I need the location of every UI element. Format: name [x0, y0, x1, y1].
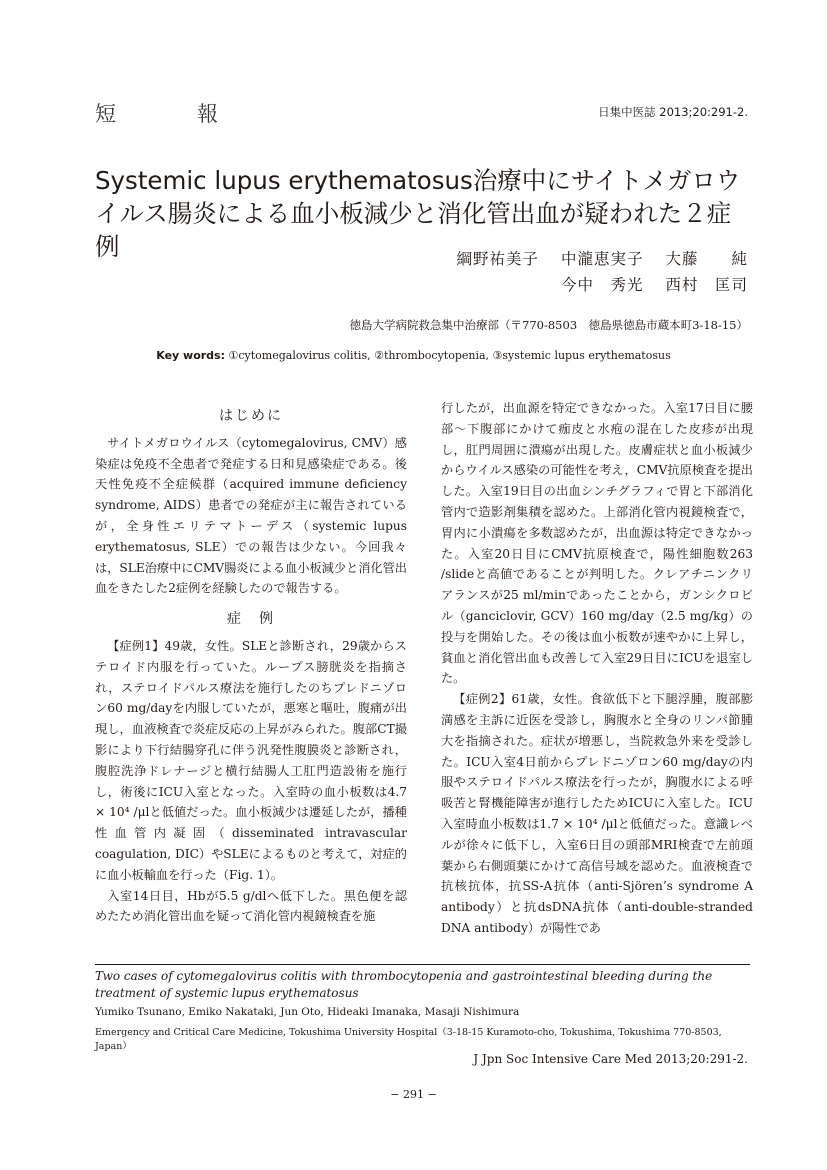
case-heading: 症 例 [227, 611, 275, 628]
body-column-right [441, 398, 753, 939]
author-name: 今中 秀光 [560, 276, 644, 294]
case1-paragraph: 【症例1】49歳，女性。SLEと診断され，29歳からステロイド内服を行っていた。ループス膀胱炎を指摘され，ステロイドパルス療法を施行したのちプレドニゾロン60 mg/dayを内服していたが，悪寒と嘔吐，腹痛が出現し，血液検査で炎症反応の上昇がみられた。腹部CT撮影により下行結腸穿孔に伴う汎発性腹膜炎と診断され，腹腔洗浄ドレナージと横行結腸人工肛門造設術を施行し，術後にICU入室となった。入室時の血小板数は4.7 × 10⁴ /μlと低値だった。血小板減少は遷延したが，播種性血管内凝固（disseminated intravascular coagulation, DIC）やSLEによるものと考えて，対症的に血小板輸血を行った（Fig. 1）。 [95, 638, 407, 882]
english-abstract-header [95, 968, 750, 1052]
intro-paragraph: サイトメガロウイルス（cytomegalovirus, CMV）感染症は免疫不全患者で発症する日和見感染症である。後天性免疫不全症候群（acquired immune deficiency syndrome, AIDS）患者での発症が主に報告されているが，全身性エリテマトーデス（systemic lupus erythematosus, SLE）での報告は少ない。今回我々は，SLE治療中にCMV腸炎による血小板減少と消化管出血をきたした2症例を経験したので報告する。 [95, 435, 407, 596]
english-authors: Yumiko Tsunano, Emiko Nakataki, Jun Oto, Hideaki Imanaka, Masaji Nishimura [95, 1006, 520, 1018]
intro-heading: はじめに [219, 408, 283, 424]
article-title: Systemic lupus erythematosus治療中にサイトメガロウイルス腸炎による血小板減少と消化管出血が疑われた２症例 [95, 166, 741, 261]
author-list [328, 246, 748, 298]
author-name: 西村 匡司 [665, 276, 748, 294]
page-number: − 291 − [390, 1088, 437, 1101]
journal-footer-citation: J Jpn Soc Intensive Care Med 2013;20:291-2. [473, 1052, 748, 1066]
english-title: Two cases of cytomegalovirus colitis with thrombocytopenia and gastrointestinal bleeding during the treatment of systemic lupus erythematosus [95, 969, 713, 1000]
author-row-2 [328, 272, 748, 298]
case1-continued-paragraph: 行したが，出血源を特定できなかった。入室17日目に腰部～下腹部にかけて痂皮と水疱の混在した皮疹が出現し，肛門周囲に潰瘍が出現した。皮膚症状と血小板減少からウイルス感染の可能性を考え，CMV抗原検査を提出した。入室19日目の出血シンチグラフィで胃と下部消化管内で造影剤集積を認めた。上部消化管内視鏡検査で，胃内に小潰瘍を多数認めたが，出血源は特定できなかった。入室20日目にCMV抗原検査で，陽性細胞数263 /slideと高値であることが判明した。クレアチニンクリアランスが25 ml/minであったことから，ガンシクロビル（ganciclovir, GCV）160 mg/day（2.5 mg/kg）の投与を開始した。その後は血小板数が速やかに上昇し，貧血と消化管出血も改善して入室29日目にICUを退室した。 [441, 401, 753, 686]
case2-paragraph: 【症例2】61歳，女性。食欲低下と下腿浮腫，腹部膨満感を主訴に近医を受診し，胸腹水と全身のリンパ節腫大を指摘された。症状が増悪し，当院救急外来を受診した。ICU入室4日前からプレドニゾロン60 mg/dayの内服やステロイドパルス療法を行ったが，胸腹水による呼吸苦と腎機能障害が進行したためICUに入室した。ICU入室時血小板数は1.7 × 10⁴ /μlと低値だった。意識レベルが徐々に低下し，入室6日目の頭部MRI検査で左前頭葉から右側頭葉にかけて高信号域を認めた。血液検査で抗核抗体，抗SS-A抗体（anti-Sjören’s syndrome A antibody）と抗dsDNA抗体（anti-double-stranded DNA antibody）が陽性であ [441, 692, 753, 935]
author-row-1 [328, 246, 748, 272]
keywords-text: ①cytomegalovirus colitis, ②thrombocytopenia, ③systemic lupus erythematosus [228, 349, 671, 362]
section-label: 短 報 [95, 102, 248, 126]
keywords-label: Key words: [156, 349, 226, 362]
author-name: 大藤 純 [665, 250, 748, 268]
footer-divider [95, 964, 750, 965]
body-column-left [95, 398, 407, 927]
author-name: 綱野祐美子 [456, 250, 539, 268]
journal-citation: 日集中医誌 2013;20:291-2. [598, 105, 748, 119]
english-affiliation: Emergency and Critical Care Medicine, Tokushima University Hospital（3-18-15 Kuramoto-cho, Tokushima, Tokushima 770-8503, Japan） [95, 1027, 722, 1052]
affiliation: 徳島大学病院救急集中治療部（〒770-8503 徳島県徳島市蔵本町3-18-15） [349, 318, 748, 332]
author-name: 中瀧恵実子 [560, 250, 644, 268]
keywords [0, 349, 827, 362]
case1-paragraph-2: 入室14日目，Hbが5.5 g/dlへ低下した。黒色便を認めたため消化管出血を疑って消化管内視鏡検査を施 [95, 888, 407, 924]
